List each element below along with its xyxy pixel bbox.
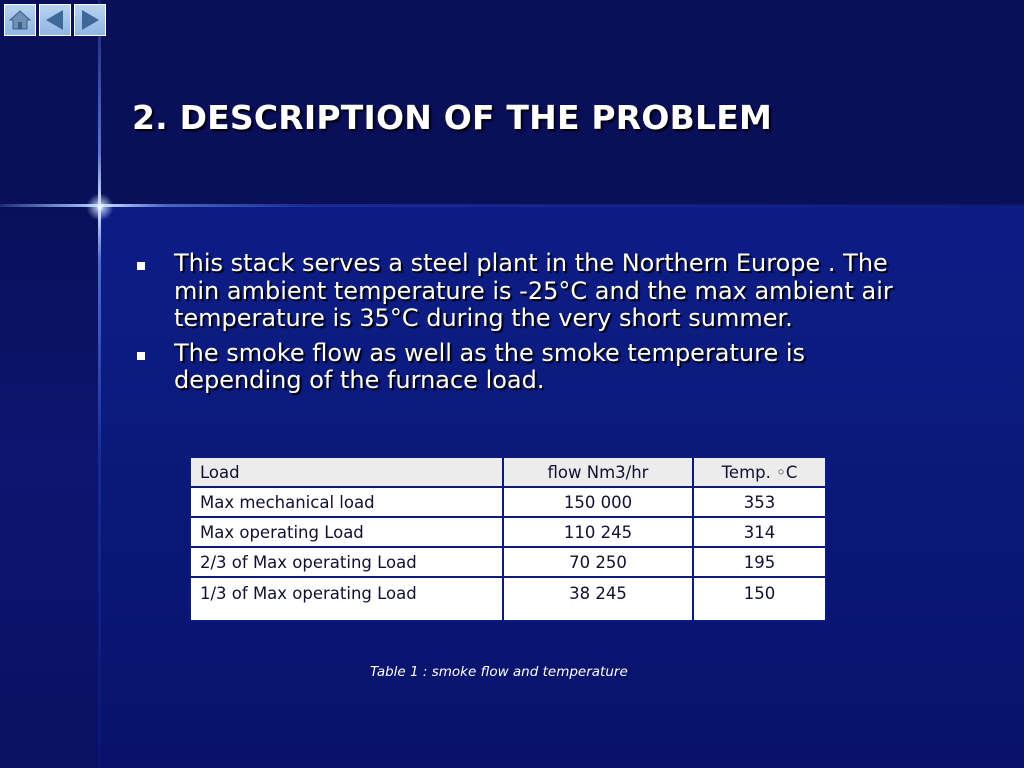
previous-slide-button[interactable] (39, 4, 71, 36)
horizontal-light-line (0, 204, 1024, 207)
previous-arrow-icon (43, 8, 67, 32)
column-header-flow: flow Nm3/hr (503, 457, 693, 487)
flow-cell: 38 245 (503, 577, 693, 621)
load-cell: 1/3 of Max operating Load (190, 577, 503, 621)
table-row (190, 547, 826, 577)
square-bullet-icon (137, 352, 145, 360)
temp-cell: 353 (693, 487, 826, 517)
load-cell: 2/3 of Max operating Load (190, 547, 503, 577)
flow-cell: 110 245 (503, 517, 693, 547)
slide-title: 2. DESCRIPTION OF THE PROBLEM (132, 98, 772, 137)
temp-cell: 150 (693, 577, 826, 621)
flow-cell: 70 250 (503, 547, 693, 577)
bullet-text: This stack serves a steel plant in the Northern Europe . The min ambient temperature is -25°C and the max ambient air temperature is 35°C during the very short summer. (174, 249, 893, 332)
vertical-light-line (98, 0, 101, 768)
light-flare (84, 191, 116, 223)
next-arrow-icon (78, 8, 102, 32)
next-slide-button[interactable] (74, 4, 106, 36)
temp-cell: 314 (693, 517, 826, 547)
bullet-item (134, 340, 894, 395)
smoke-flow-table (189, 456, 827, 622)
bullet-list (134, 250, 894, 402)
slide-navigation (4, 4, 106, 36)
square-bullet-icon (137, 262, 145, 270)
home-icon (8, 8, 32, 32)
home-button[interactable] (4, 4, 36, 36)
column-header-load: Load (190, 457, 503, 487)
left-band (0, 0, 98, 768)
temp-cell: 195 (693, 547, 826, 577)
load-cell: Max mechanical load (190, 487, 503, 517)
load-cell: Max operating Load (190, 517, 503, 547)
column-header-temp: Temp. ◦C (693, 457, 826, 487)
bullet-text: The smoke flow as well as the smoke temperature is depending of the furnace load. (174, 338, 806, 394)
flow-cell: 150 000 (503, 487, 693, 517)
table-row (190, 577, 826, 621)
bullet-item (134, 250, 894, 333)
table-caption: Table 1 : smoke flow and temperature (370, 664, 628, 680)
table-row (190, 487, 826, 517)
table-header-row (190, 457, 826, 487)
table-row (190, 517, 826, 547)
